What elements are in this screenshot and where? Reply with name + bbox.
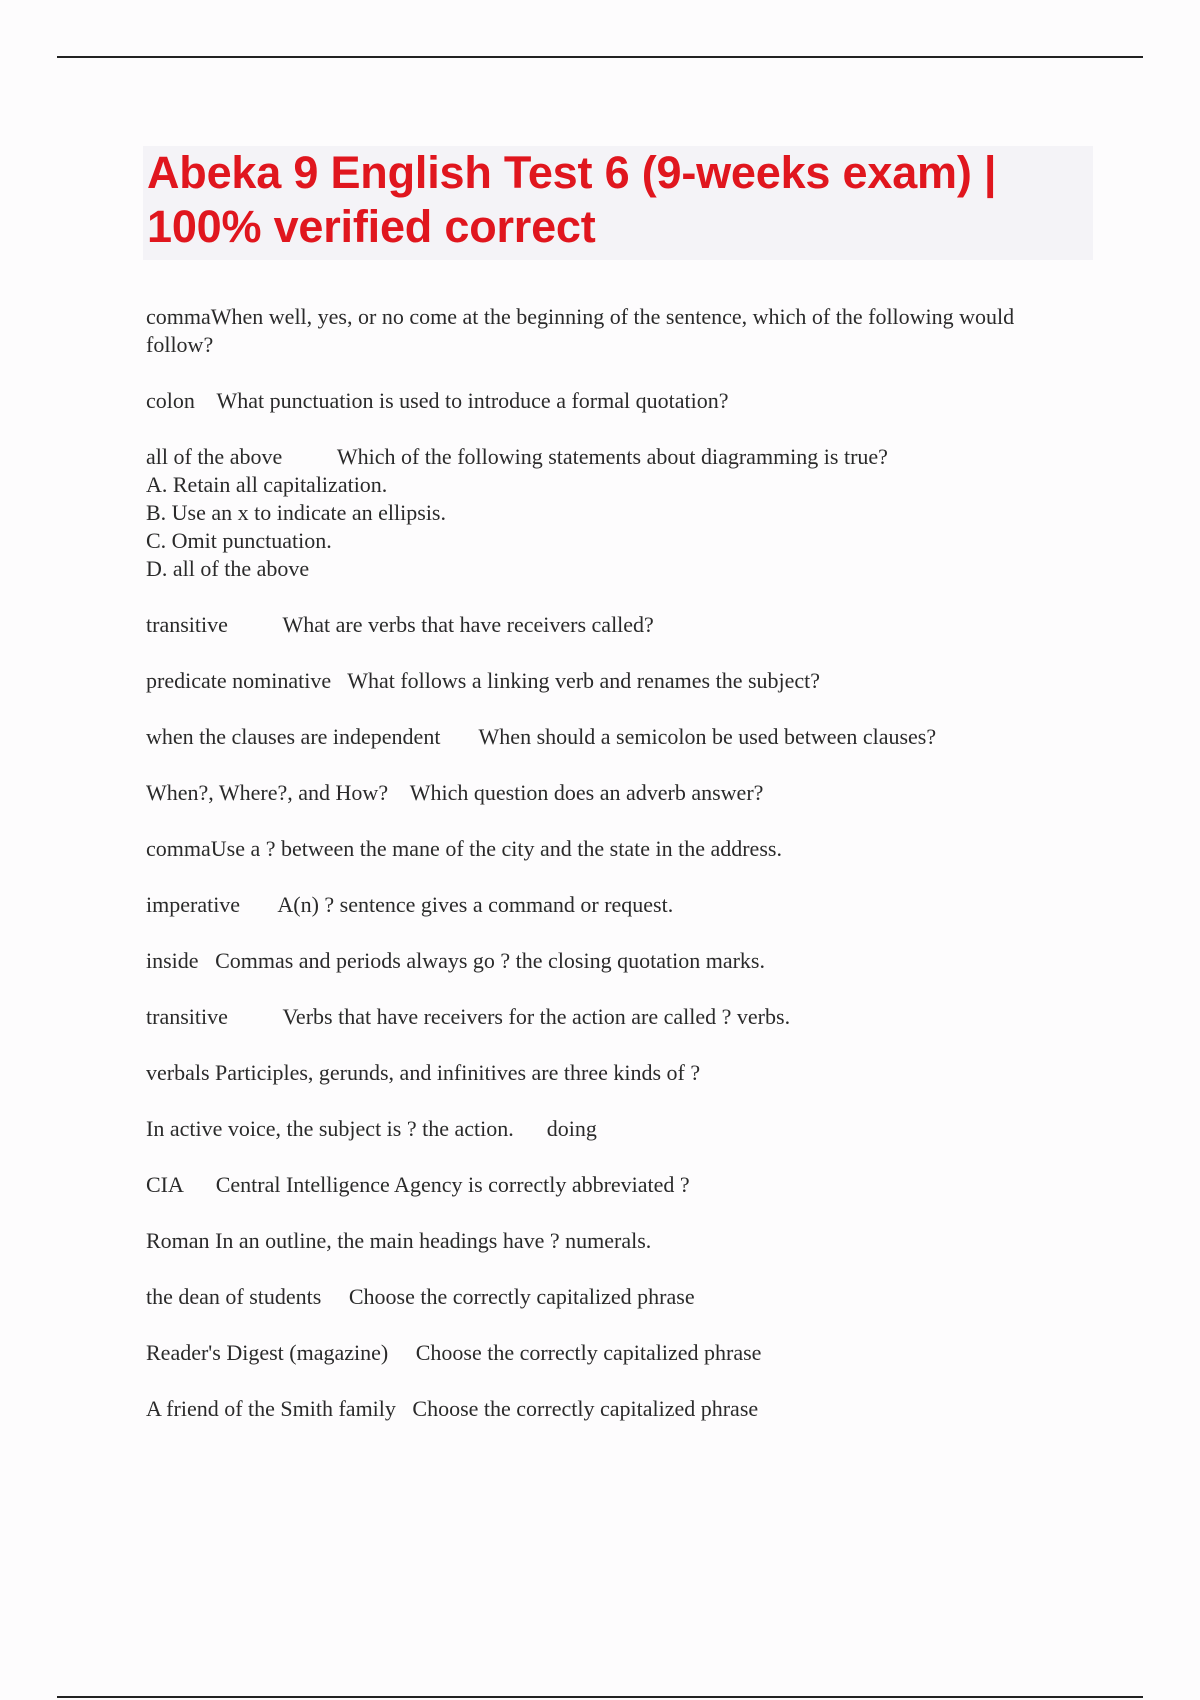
entry-gap	[228, 1004, 283, 1029]
flashcard-entry	[146, 779, 1076, 807]
entry-gap	[228, 612, 283, 637]
entry-term: A friend of the Smith family	[146, 1396, 396, 1421]
flashcard-entry	[146, 611, 1076, 639]
entry-term: Reader's Digest (magazine)	[146, 1340, 389, 1365]
entry-definition: Central Intelligence Agency is correctly abbreviated ?	[215, 1172, 690, 1197]
header-rule	[57, 56, 1143, 58]
entry-gap	[240, 892, 277, 917]
entry-gap	[440, 724, 478, 749]
flashcard-entry	[146, 723, 1076, 751]
entry-definition: Choose the correctly capitalized phrase	[412, 1396, 759, 1421]
flashcard-entry	[146, 443, 1076, 583]
entry-term: all of the above	[146, 444, 283, 469]
footer-rule	[57, 1696, 1143, 1698]
entry-gap	[514, 1116, 547, 1141]
entry-term: imperative	[146, 892, 241, 917]
entry-definition: Choose the correctly capitalized phrase	[415, 1340, 762, 1365]
entry-gap	[199, 948, 216, 973]
entry-term: the dean of students	[146, 1284, 322, 1309]
flashcard-entry	[146, 1339, 1076, 1367]
flashcard-list	[146, 303, 1076, 1451]
entry-term: verbals	[146, 1060, 210, 1085]
entry-definition: Participles, gerunds, and infinitives are three kinds of ?	[215, 1060, 701, 1085]
entry-definition: Verbs that have receivers for the action are called ? verbs.	[282, 1004, 791, 1029]
entry-definition: When should a semicolon be used between clauses?	[478, 724, 937, 749]
entry-definition: Commas and periods always go ? the closing quotation marks.	[215, 948, 765, 973]
flashcard-entry	[146, 835, 1076, 863]
entry-definition: doing	[546, 1116, 597, 1141]
entry-term: transitive	[146, 612, 228, 637]
entry-option: C. Omit punctuation.	[146, 528, 332, 553]
flashcard-entry	[146, 1227, 1076, 1255]
flashcard-entry	[146, 891, 1076, 919]
entry-definition: What punctuation is used to introduce a formal quotation?	[216, 388, 729, 413]
entry-term: when the clauses are independent	[146, 724, 441, 749]
entry-term: predicate nominative	[146, 668, 332, 693]
entry-term: transitive	[146, 1004, 228, 1029]
flashcard-entry	[146, 667, 1076, 695]
document-title	[147, 146, 1093, 254]
entry-definition: Which question does an adverb answer?	[409, 780, 764, 805]
entry-option: D. all of the above	[146, 556, 310, 581]
entry-term: comma	[146, 304, 211, 329]
flashcard-entry	[146, 387, 1076, 415]
entry-gap	[282, 444, 337, 469]
entry-gap	[195, 388, 217, 413]
entry-gap	[396, 1396, 413, 1421]
entry-definition: What are verbs that have receivers called?	[282, 612, 654, 637]
entry-term: comma	[146, 836, 211, 861]
entry-gap	[321, 1284, 349, 1309]
entry-gap	[388, 1340, 416, 1365]
entry-definition: Use a ? between the mane of the city and the state in the address.	[210, 836, 782, 861]
entry-gap	[388, 780, 410, 805]
flashcard-entry	[146, 1171, 1076, 1199]
entry-option: B. Use an x to indicate an ellipsis.	[146, 500, 446, 525]
entry-term: inside	[146, 948, 199, 973]
flashcard-entry	[146, 1003, 1076, 1031]
entry-term: colon	[146, 388, 195, 413]
title-line-2: 100% verified correct	[147, 201, 596, 252]
entry-term: CIA	[146, 1172, 183, 1197]
flashcard-entry	[146, 1283, 1076, 1311]
entry-term: Roman	[146, 1228, 210, 1253]
entry-gap	[331, 668, 347, 693]
title-line-1: Abeka 9 English Test 6 (9-weeks exam) |	[147, 147, 997, 198]
flashcard-entry	[146, 1059, 1076, 1087]
title-block	[143, 146, 1093, 260]
entry-definition: What follows a linking verb and renames the subject?	[347, 668, 821, 693]
entry-definition: When well, yes, or no come at the beginning of the sentence, which of the following would follow?	[146, 304, 1020, 357]
entry-definition: In an outline, the main headings have ? numerals.	[215, 1228, 652, 1253]
flashcard-entry	[146, 303, 1076, 359]
entry-definition: Which of the following statements about diagramming is true?	[336, 444, 888, 469]
entry-definition: Choose the correctly capitalized phrase	[348, 1284, 695, 1309]
entry-term: In active voice, the subject is ? the action.	[146, 1116, 514, 1141]
flashcard-entry	[146, 1395, 1076, 1423]
entry-gap	[183, 1172, 216, 1197]
entry-definition: A(n) ? sentence gives a command or request.	[277, 892, 674, 917]
entry-term: When?, Where?, and How?	[146, 780, 389, 805]
flashcard-entry	[146, 947, 1076, 975]
flashcard-entry	[146, 1115, 1076, 1143]
entry-option: A. Retain all capitalization.	[146, 472, 388, 497]
